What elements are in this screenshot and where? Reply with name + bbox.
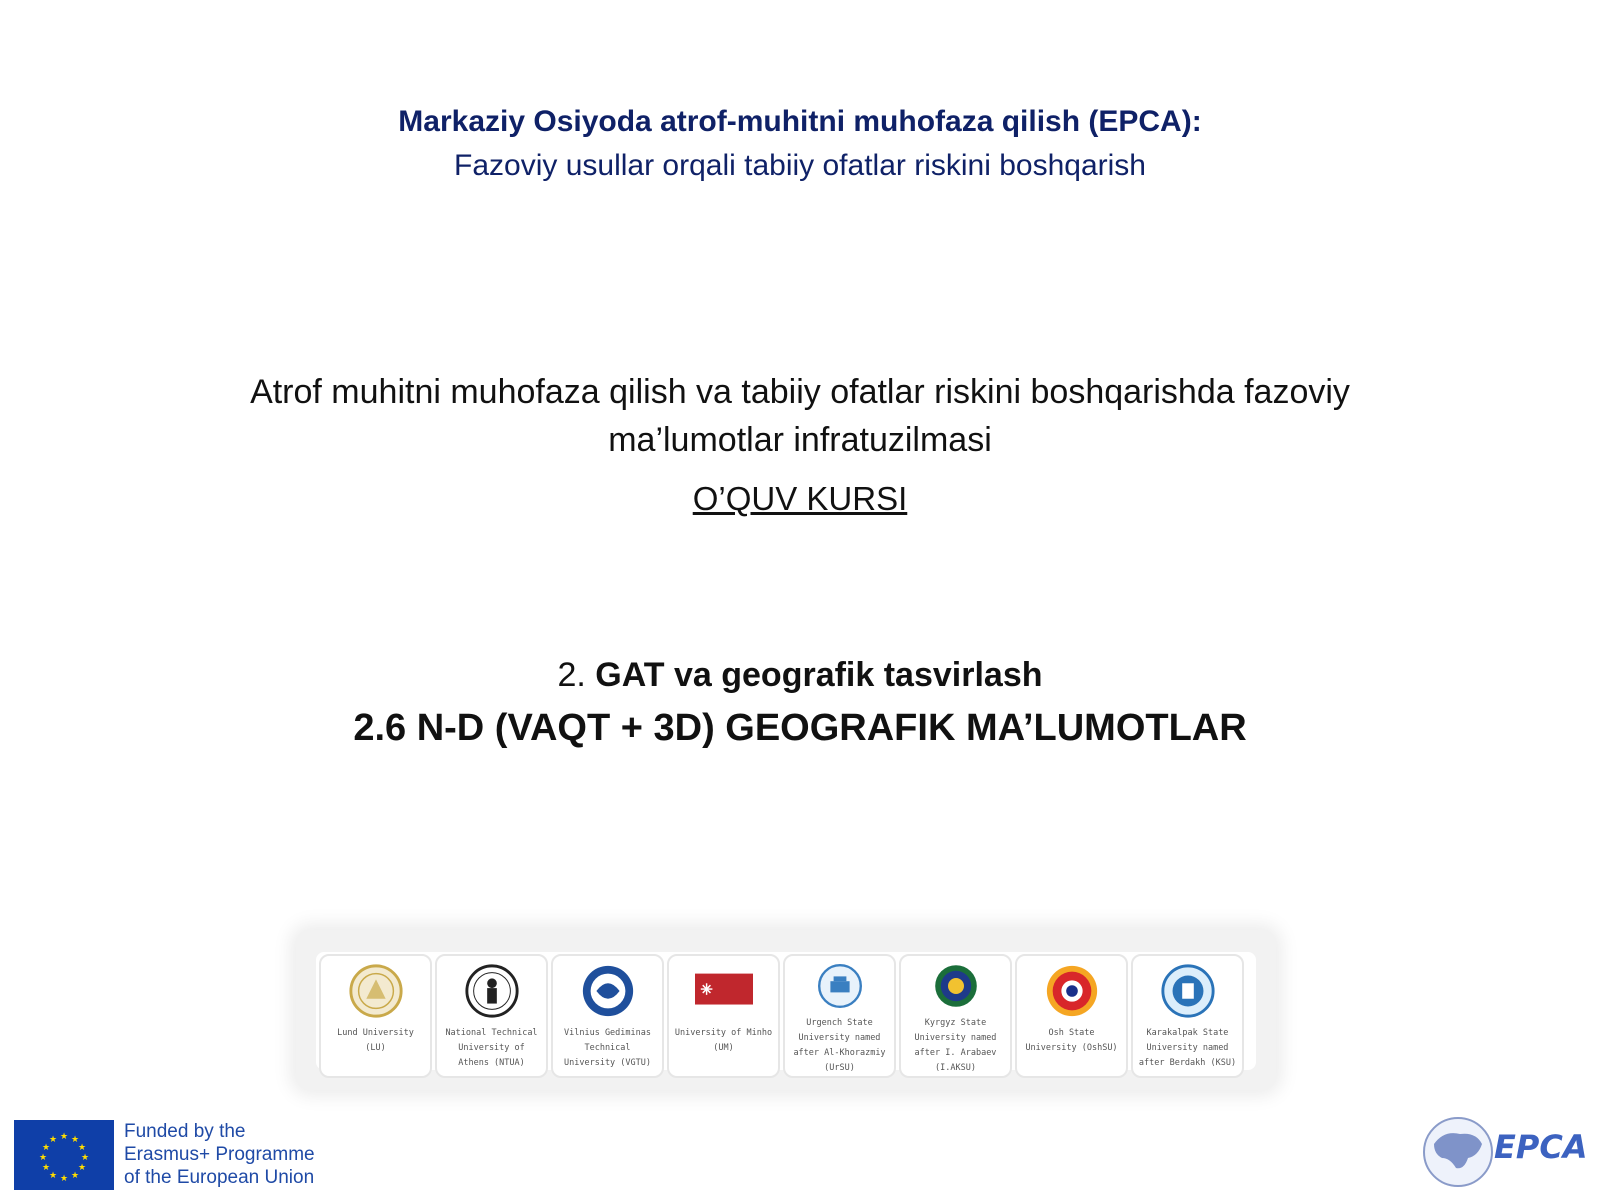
eu-funding-text — [124, 1120, 315, 1189]
partner-card-ksu — [1131, 954, 1244, 1078]
course-block — [200, 368, 1400, 524]
svg-text:★: ★ — [41, 1143, 51, 1153]
partner-card-vgtu — [551, 954, 664, 1078]
partners-row — [316, 952, 1256, 1073]
topic-title: 2.6 N-D (VAQT + 3D) GEOGRAFIK MA’LUMOTLAR — [353, 707, 1247, 749]
project-title: Markaziy Osiyoda atrof-muhitni muhofaza qilish (EPCA): — [398, 105, 1202, 138]
svg-text:★: ★ — [80, 1153, 90, 1163]
partner-name: Urgench State University named after Al-Khorazmiy (UrSU) — [793, 1018, 886, 1073]
partner-card-um — [667, 954, 780, 1078]
partner-name: Lund University (LU) — [337, 1028, 414, 1053]
epca-logo-text: EPCA — [1494, 1128, 1588, 1166]
course-description: Atrof muhitni muhofaza qilish va tabiiy ofatlar riskini boshqarishda fazoviy ma’lumotlar infratuzilmasi — [250, 373, 1350, 459]
ntua-seal-icon — [463, 962, 521, 1020]
svg-text:★: ★ — [59, 1132, 69, 1142]
eu-line-1: Funded by the — [124, 1121, 246, 1142]
partner-name: National Technical University of Athens (NTUA) — [445, 1028, 538, 1068]
partner-name: Vilnius Gediminas Technical University (VGTU) — [564, 1028, 651, 1068]
partner-card-ntua — [435, 954, 548, 1078]
partner-card-aksu — [899, 954, 1012, 1078]
eu-flag — [14, 1120, 114, 1190]
section-heading — [0, 650, 1600, 700]
svg-text:★: ★ — [70, 1135, 80, 1145]
partner-name: Kyrgyz State University named after I. Arabaev (I.AKSU) — [914, 1018, 997, 1073]
vgtu-seal-icon — [579, 962, 637, 1020]
eu-line-2: Erasmus+ Programme — [124, 1144, 315, 1165]
svg-text:★: ★ — [59, 1174, 69, 1184]
svg-text:★: ★ — [77, 1143, 87, 1153]
partner-name: Osh State University (OshSU) — [1025, 1028, 1118, 1053]
globe-icon — [1420, 1112, 1500, 1192]
partner-card-oshsu — [1015, 954, 1128, 1078]
epca-logo — [1420, 1112, 1590, 1192]
course-label: O’QUV KURSI — [692, 480, 908, 517]
svg-text:★: ★ — [38, 1153, 48, 1163]
svg-text:★: ★ — [48, 1135, 58, 1145]
svg-text:★: ★ — [77, 1163, 87, 1173]
partner-name: University of Minho (UM) — [674, 1028, 773, 1053]
svg-text:★: ★ — [48, 1171, 58, 1181]
ursu-seal-icon — [811, 962, 869, 1010]
ksu-seal-icon — [1159, 962, 1217, 1020]
svg-text:★: ★ — [41, 1163, 51, 1173]
partner-card-ursu — [783, 954, 896, 1078]
partners-panel — [296, 930, 1276, 1090]
oshsu-seal-icon — [1043, 962, 1101, 1020]
section-block — [0, 650, 1600, 754]
partner-name: Karakalpak State University named after Berdakh (KSU) — [1138, 1028, 1237, 1068]
partner-card-lu — [319, 954, 432, 1078]
minho-flag-icon — [695, 962, 753, 1020]
section-number: 2. — [557, 656, 586, 694]
eu-stars-icon — [14, 1120, 114, 1190]
section-name: GAT va geografik tasvirlash — [595, 656, 1043, 694]
aksu-seal-icon — [927, 962, 985, 1010]
eu-line-3: of the European Union — [124, 1167, 315, 1188]
svg-text:★: ★ — [70, 1171, 80, 1181]
lund-seal-icon — [347, 962, 405, 1020]
project-subtitle: Fazoviy usullar orqali tabiiy ofatlar riskini boshqarish — [454, 149, 1146, 182]
slide-header — [0, 100, 1600, 188]
